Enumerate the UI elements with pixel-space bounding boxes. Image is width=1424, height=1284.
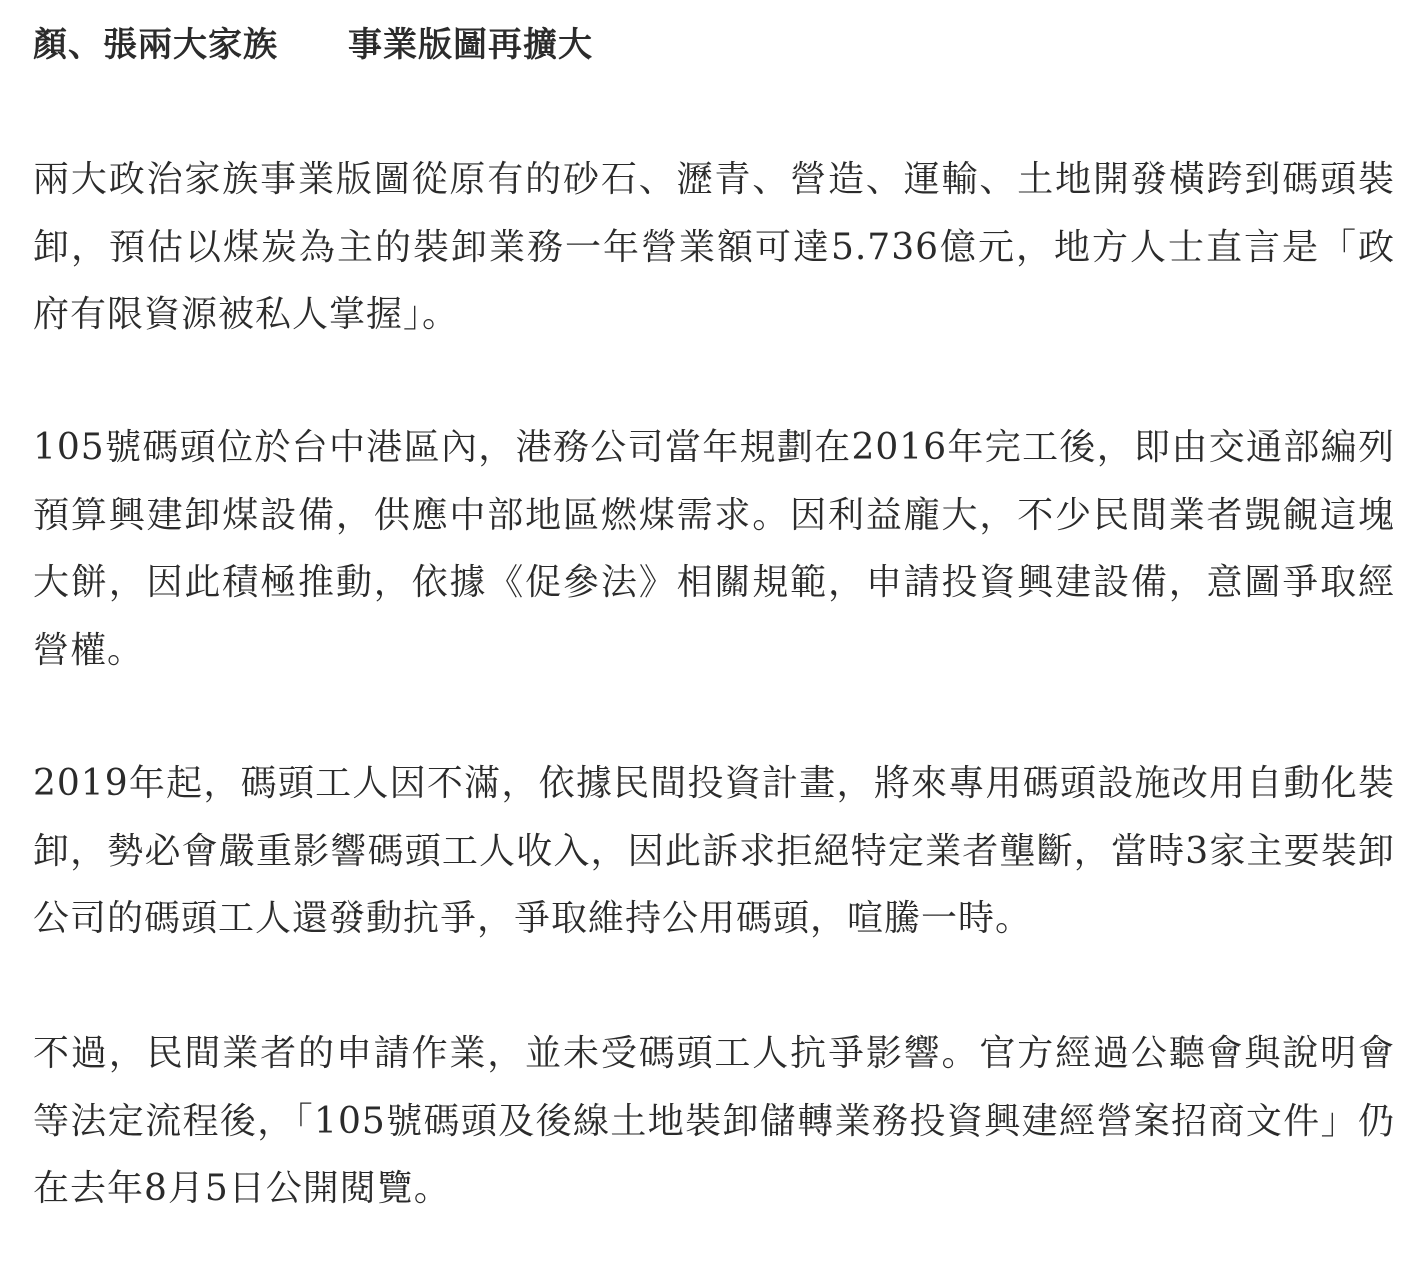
article-paragraph: 兩大政治家族事業版圖從原有的砂石、瀝青、營造、運輸、土地開發橫跨到碼頭裝卸，預估以煤炭為主的裝卸業務一年營業額可達5.736億元，地方人士直言是「政府有限資源被私人掌握」。 (33, 159, 1395, 335)
article-paragraph: 105號碼頭位於台中港區內，港務公司當年規劃在2016年完工後，即由交通部編列預算興建卸煤設備，供應中部地區燃煤需求。因利益龐大，不少民間業者覬覦這塊大餅，因此積極推動，依據《促參法》相關規範，申請投資興建設備，意圖爭取經營權。 (33, 427, 1395, 671)
article-paragraph: 不過，民間業者的申請作業，並未受碼頭工人抗爭影響。官方經過公聽會與說明會等法定流程後，「105號碼頭及後線土地裝卸儲轉業務投資興建經營案招商文件」仍在去年8月5日公開閱覽。 (33, 1033, 1395, 1209)
article-headline: 顏、張兩大家族 事業版圖再擴大 (33, 25, 593, 65)
article-paragraph: 2019年起，碼頭工人因不滿，依據民間投資計畫，將來專用碼頭設施改用自動化裝卸，勢必會嚴重影響碼頭工人收入，因此訴求拒絕特定業者壟斷，當時3家主要裝卸公司的碼頭工人還發動抗爭，爭取維持公用碼頭，喧騰一時。 (33, 763, 1395, 939)
